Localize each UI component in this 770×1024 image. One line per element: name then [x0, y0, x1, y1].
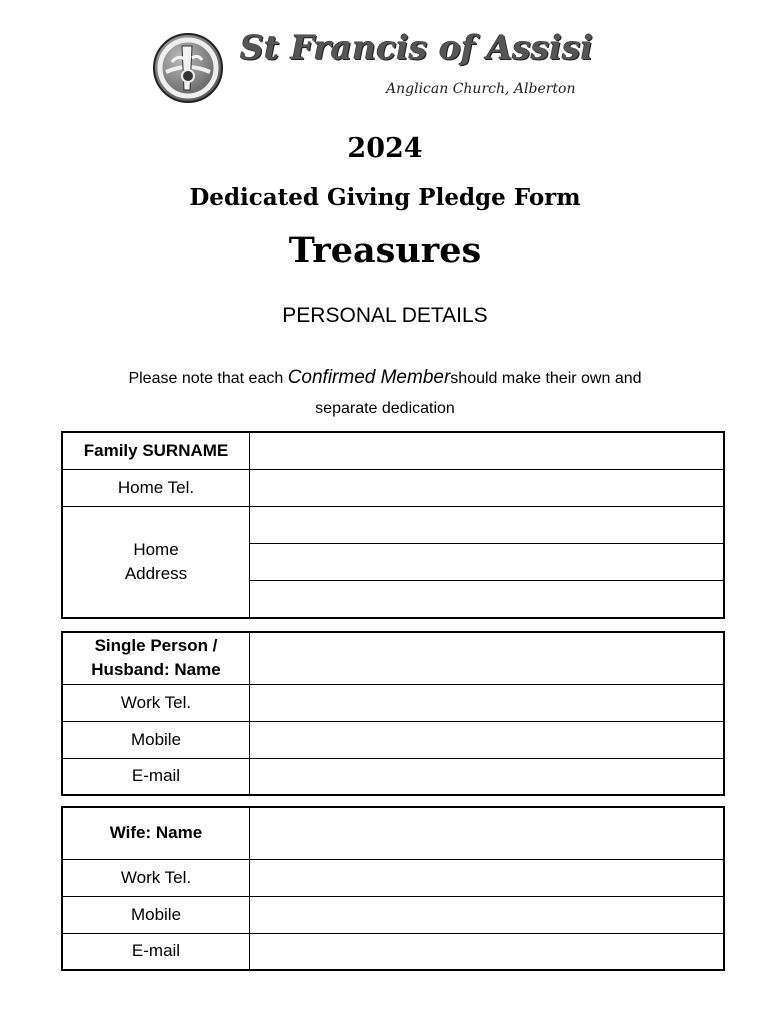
wife-email-label: E-mail	[62, 933, 250, 970]
form-title: Dedicated Giving Pledge Form	[189, 184, 581, 211]
form-year: 2024	[347, 133, 423, 164]
church-header	[152, 30, 612, 102]
home-address-label-line1: Home	[133, 539, 179, 559]
family-surname-field[interactable]	[250, 432, 725, 469]
wife-name-label: Wife: Name	[62, 807, 250, 859]
wife-email-field[interactable]	[250, 933, 725, 970]
note-emphasis: Confirmed Member	[287, 367, 451, 388]
home-address-label-line2: Address	[124, 563, 188, 583]
husband-work-tel-field[interactable]	[250, 684, 725, 721]
church-name: St Francis of Assisi	[240, 28, 593, 67]
campaign-title: Treasures	[288, 230, 482, 271]
home-tel-field[interactable]	[250, 469, 725, 506]
wife-details-table	[61, 806, 725, 971]
home-address-field-line2[interactable]	[250, 543, 725, 580]
church-emblem-icon	[152, 32, 224, 104]
husband-name-label-line2: Husband: Name	[91, 660, 221, 680]
husband-details-table	[61, 631, 725, 796]
wife-mobile-field[interactable]	[250, 896, 725, 933]
church-subtitle: Anglican Church, Alberton	[386, 81, 576, 97]
wife-name-field[interactable]	[250, 807, 725, 859]
husband-mobile-field[interactable]	[250, 721, 725, 758]
home-address-field-line3[interactable]	[250, 580, 725, 618]
member-note	[0, 363, 770, 424]
family-details-table	[61, 431, 725, 619]
wife-mobile-label: Mobile	[62, 896, 250, 933]
husband-name-label-line1: Single Person /	[94, 636, 218, 656]
note-text-before: Please note that each	[128, 370, 288, 387]
section-heading: PERSONAL DETAILS	[282, 304, 488, 327]
husband-work-tel-label: Work Tel.	[62, 684, 250, 721]
husband-name-label	[62, 632, 250, 684]
husband-mobile-label: Mobile	[62, 721, 250, 758]
wife-work-tel-field[interactable]	[250, 859, 725, 896]
husband-email-field[interactable]	[250, 758, 725, 795]
wife-work-tel-label: Work Tel.	[62, 859, 250, 896]
home-tel-label: Home Tel.	[62, 469, 250, 506]
home-address-field-line1[interactable]	[250, 506, 725, 543]
home-address-label	[62, 506, 250, 618]
note-text-after-1: should make their own and	[450, 370, 642, 387]
husband-name-field[interactable]	[250, 632, 725, 684]
husband-email-label: E-mail	[62, 758, 250, 795]
note-text-after-2: separate dedication	[315, 400, 455, 417]
family-surname-label: Family SURNAME	[62, 432, 250, 469]
